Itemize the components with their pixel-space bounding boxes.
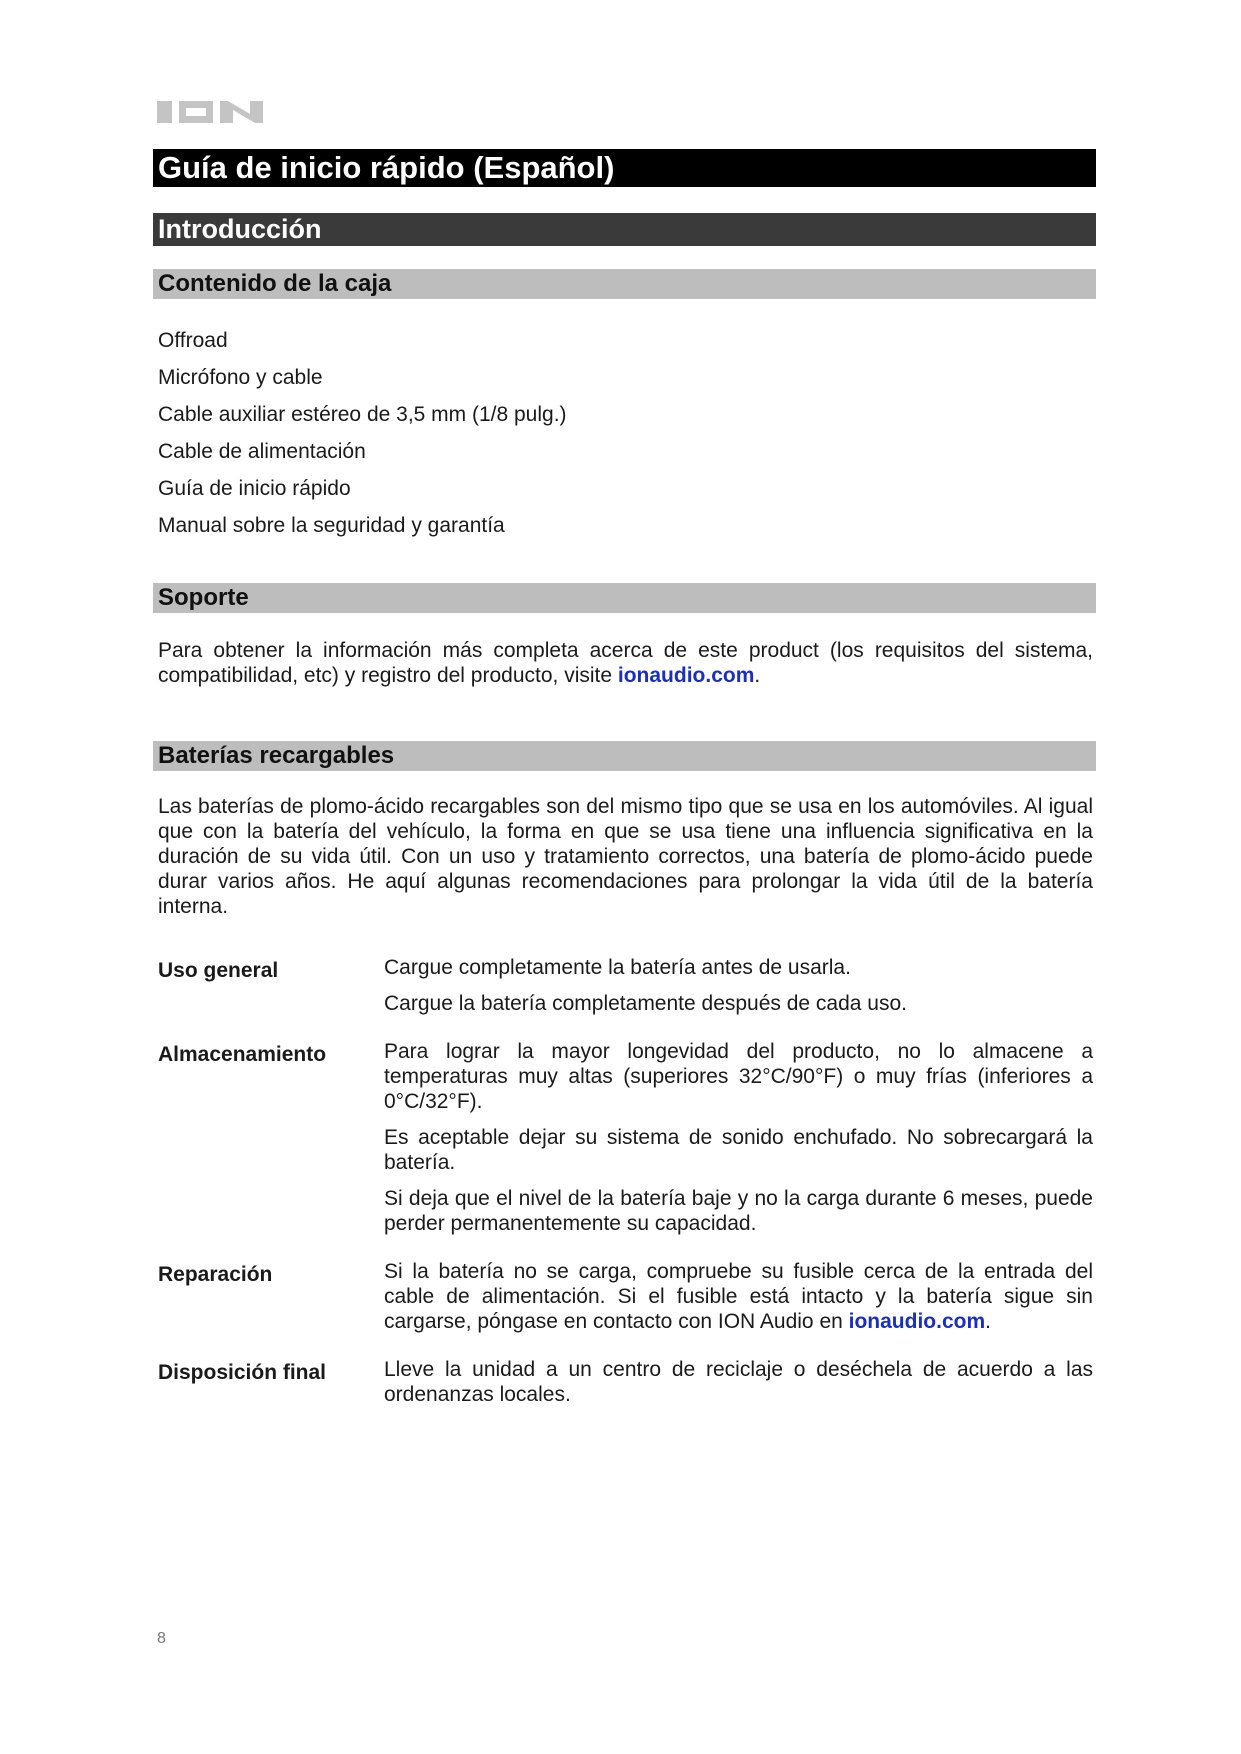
batteries-heading: Baterías recargables <box>153 741 1096 771</box>
support-paragraph: Para obtener la información más completa acerca de este product (los requisitos del sistema, compatibilidad, etc) y registro del producto, visite ionaudio.com. <box>158 639 1093 687</box>
care-body: Lleve la unidad a un centro de reciclaje o deséchela de acuerdo a las ordenanzas locales. <box>384 1358 1093 1406</box>
list-item: Manual sobre la seguridad y garantía <box>158 514 505 537</box>
page-number: 8 <box>157 1630 166 1647</box>
care-row-disposal <box>158 1357 1093 1418</box>
support-link[interactable]: ionaudio.com <box>617 664 755 687</box>
ion-logo <box>157 101 263 123</box>
repair-link[interactable]: ionaudio.com <box>848 1310 986 1333</box>
care-label: Reparación <box>158 1263 273 1286</box>
list-item: Cable de alimentación <box>158 440 366 463</box>
care-body: Cargue completamente la batería antes de usarla. Cargue la batería completamente después de cada uso. <box>384 956 908 1015</box>
list-item: Cable auxiliar estéreo de 3,5 mm (1/8 pulg.) <box>158 403 567 426</box>
care-label: Uso general <box>158 959 279 982</box>
care-row-repair <box>158 1259 1093 1345</box>
page-title: Guía de inicio rápido (Español) <box>153 149 1096 187</box>
care-row-storage <box>158 1039 1093 1247</box>
battery-care-table <box>158 955 1093 1418</box>
care-label: Almacenamiento <box>158 1043 327 1066</box>
list-item: Guía de inicio rápido <box>158 477 351 500</box>
list-item: Micrófono y cable <box>158 366 323 389</box>
support-heading: Soporte <box>153 583 1096 613</box>
box-contents-list <box>158 322 567 544</box>
care-body: Si la batería no se carga, compruebe su fusible cerca de la entrada del cable de alimentación. Si el fusible está intacto y la batería sigue sin cargarse, póngase en contacto con ION Audio en ionaudio.com. <box>384 1260 1093 1333</box>
care-body: Para lograr la mayor longevidad del producto, no lo almacene a temperaturas muy altas (superiores 32°C/90°F) o muy frías (inferiores a 0°C/32°F). Es aceptable dejar su sistema de sonido enchufado. No sobrecargará la batería. Si deja que el nivel de la batería baje y no la carga durante 6 meses, puede perder permanentemente su capacidad. <box>384 1040 1093 1235</box>
care-label: Disposición final <box>158 1361 327 1384</box>
list-item: Offroad <box>158 329 228 352</box>
box-contents-heading: Contenido de la caja <box>153 269 1096 299</box>
batteries-intro: Las baterías de plomo-ácido recargables son del mismo tipo que se usa en los automóviles. Al igual que con la batería del vehículo, la forma en que se usa tiene una influencia significativa en la duración de su vida útil. Con un uso y tratamiento correctos, una batería de plomo-ácido puede durar varios años. He aquí algunas recomendaciones para prolongar la vida útil de la batería interna. <box>158 795 1093 918</box>
care-row-general <box>158 955 1093 1027</box>
introduction-heading: Introducción <box>153 213 1096 246</box>
